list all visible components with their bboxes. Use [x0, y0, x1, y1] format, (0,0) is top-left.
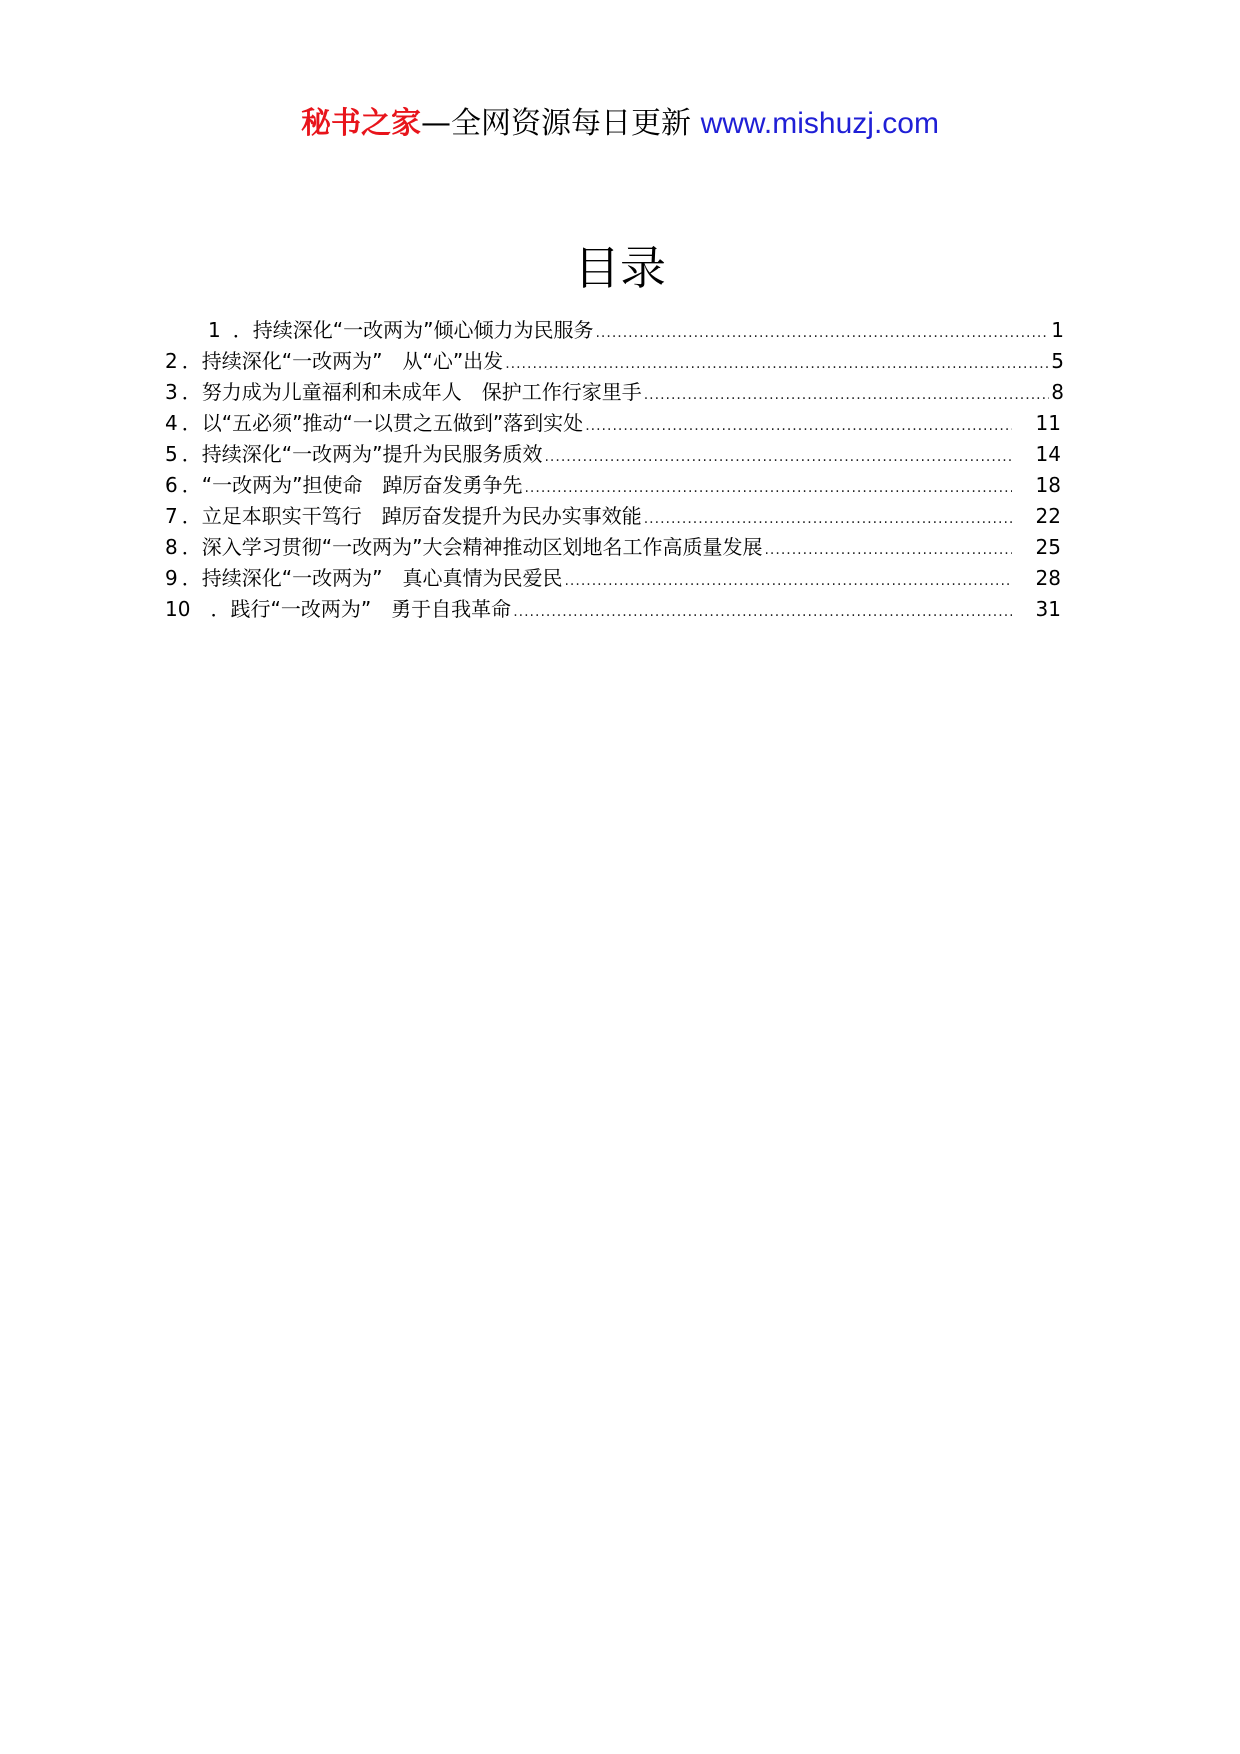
toc-entry-separator: ．	[181, 411, 202, 435]
toc-entry-number: 3	[165, 380, 178, 404]
toc-entry-number: 4	[165, 411, 178, 435]
toc-entry-title: 努力成为儿童福利和未成年人 保护工作行家里手	[201, 380, 642, 404]
toc-entry-separator: ．	[181, 349, 202, 373]
toc-entry-number: 5	[165, 442, 178, 466]
toc-entry-number: 8	[165, 535, 178, 559]
toc-dot-leader	[524, 473, 1011, 504]
toc-entry[interactable]	[165, 346, 1064, 377]
toc-title: 目录	[574, 241, 666, 295]
site-url-link[interactable]: www.mishuzj.com	[700, 107, 939, 140]
toc-entry-number: 9	[165, 566, 178, 590]
toc-entry-page: 18	[1035, 473, 1061, 497]
toc-entry-title: 持续深化“一改两为”提升为民服务质效	[201, 442, 543, 466]
toc-dot-leader	[505, 349, 1049, 380]
toc-entry-title: 持续深化“一改两为” 从“心”出发	[201, 349, 504, 373]
toc-entry-title: 持续深化“一改两为” 真心真情为民爱民	[201, 566, 563, 590]
toc-entry-page: 14	[1035, 442, 1061, 466]
toc-entry[interactable]	[165, 501, 1061, 532]
toc-entry-title: 持续深化“一改两为”倾心倾力为民服务	[252, 318, 594, 342]
toc-entry[interactable]	[165, 594, 1061, 625]
brand-name: 秘书之家	[301, 106, 422, 141]
toc-entry-separator: ．	[181, 442, 202, 466]
toc-entry-page: 5	[1051, 349, 1064, 373]
toc-entry-title: 践行“一改两为” 勇于自我革命	[230, 597, 512, 621]
toc-entry[interactable]	[165, 377, 1064, 408]
toc-entry-page: 25	[1035, 535, 1061, 559]
toc-entry[interactable]	[165, 470, 1061, 501]
toc-entry-separator: ．	[181, 566, 202, 590]
toc-entry-title: 立足本职实干笃行 踔厉奋发提升为民办实事效能	[201, 504, 642, 528]
toc-entry-number: 2	[165, 349, 178, 373]
toc-entry-page: 31	[1035, 597, 1061, 621]
toc-entry[interactable]	[165, 439, 1061, 470]
toc-entry-page: 8	[1051, 380, 1064, 404]
toc-entry-page: 22	[1035, 504, 1061, 528]
toc-entry-title: 以“五必须”推动“一以贯之五做到”落到实处	[201, 411, 584, 435]
toc-entry-page: 1	[1051, 318, 1064, 342]
toc-entry-number: 1	[208, 318, 221, 342]
toc-entry-separator: ．	[181, 535, 202, 559]
toc-entry[interactable]	[165, 563, 1061, 594]
toc-dot-leader	[564, 566, 1011, 597]
toc-entry-separator: ．	[210, 597, 231, 621]
toc-entry-separator: ．	[181, 504, 202, 528]
toc-dot-leader	[513, 597, 1011, 628]
site-banner	[0, 100, 1240, 148]
toc-entry-number: 6	[165, 473, 178, 497]
toc-dot-leader	[544, 442, 1011, 473]
toc-dot-leader	[585, 411, 1011, 442]
toc-dot-leader	[644, 504, 1012, 535]
banner-slogan: —全网资源每日更新	[421, 106, 701, 141]
toc-entry-separator: ．	[181, 380, 202, 404]
toc-entry-page: 11	[1035, 411, 1061, 435]
toc-entry-page: 28	[1035, 566, 1061, 590]
toc-entry[interactable]	[165, 408, 1061, 439]
toc-entry-separator: ．	[232, 318, 253, 342]
toc-entry-separator: ．	[181, 473, 202, 497]
toc-entry-title: 深入学习贯彻“一改两为”大会精神推动区划地名工作高质量发展	[201, 535, 763, 559]
toc-entry-title: “一改两为”担使命 踔厉奋发勇争先	[201, 473, 523, 497]
toc-entry-number: 10	[165, 597, 191, 621]
toc-entry[interactable]	[165, 532, 1061, 563]
toc-entry[interactable]	[208, 315, 1064, 346]
toc-dot-leader	[764, 535, 1011, 566]
toc-dot-leader	[644, 380, 1050, 411]
toc-entry-number: 7	[165, 504, 178, 528]
toc-dot-leader	[595, 318, 1049, 349]
